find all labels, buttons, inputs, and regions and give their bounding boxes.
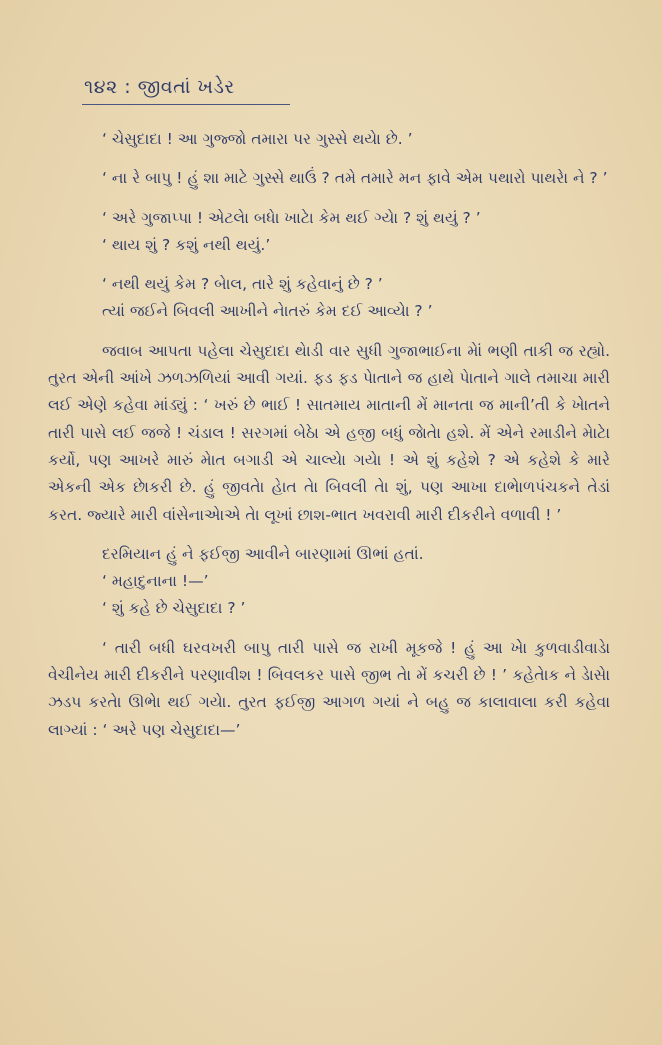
paragraph-5: ‘ નથી થયું કેમ ? બેાલ, તારે શું કહેવાનું છે ? ’ <box>102 275 383 294</box>
paragraph-11: ‘ તારી બધી ઘરવખરી બાપુ તારી પાસે જ રાખી મૂકજે ! હું આ ખેાે કુળવાડીવાડેા વેચીનેય મારી દીકરીને પરણાવીશ ! બિવલકર પાસે જીભ તેા મેં કચરી છે ! ’ કહેતેાક ને ડેાસેા ઝડપ કરતેા ઊભેા થઈ ગયેા. તુરત ફઈજી આગળ ગયાં ને બહુ જ કાલાવાલા કરી કહેવા લાગ્યાં : ‘ અરે પણ ચેસુદાદા—’ <box>48 638 610 739</box>
paragraph-4: ‘ થાય શું ? કશું નથી થયું.’ <box>102 235 271 254</box>
running-header: ૧૪૨ : જીવતાં ખડેર <box>84 76 235 98</box>
paragraph-10: ‘ શું કહે છે ચેસુદાદા ? ’ <box>102 599 246 618</box>
paragraph-8: દરમિયાન હું ને ફઈજી આવીને બારણામાં ઊભાં હતાં. <box>102 544 424 563</box>
paragraph-2: ‘ ના રે બાપુ ! હું શા માટે ગુસ્સે થાઉં ? તમે તમારે મન ફાવે એમ પથારો પાથરેા ને ? ’ <box>102 169 608 188</box>
paragraph-6: ત્યાં જઈને બિવલી આખીને નેાતરું કેમ દઈ આવ્યેા ? ’ <box>102 302 433 321</box>
header-underline <box>82 104 290 105</box>
page-body <box>48 126 610 744</box>
paragraph-3: ‘ અરે ગુજાપ્પા ! એટલેા બધેા ખાટેા કેમ થઈ ગ્યેા ? શું થયું ? ’ <box>102 208 481 227</box>
paragraph-1: ‘ ચેસુદાદા ! આ ગુજ્જો તમારા પર ગુસ્સે થયેા છે. ’ <box>102 130 413 148</box>
paragraph-9: ‘ મહાદુનાના !—’ <box>102 572 209 591</box>
paragraph-7: જવાબ આપતા પહેલા ચેસુદાદા થેાડી વાર સુધી ગુજાભાઈના મેાં ભણી તાકી જ રહ્યો. તુરત એની આંખે ઝળઝળિયાં આવી ગયાં. ફડ ફડ પેાતાને જ હાથે પેાતાને ગાલે તમાચા મારી લઈ એણે કહેવા માંડ્યું : ‘ ખરું છે ભાઈ ! સાતમાય માતાની મેં માનતા જ માની’તી કે ખેાતને તારી પાસે લઈ જજે ! ચંડાલ ! સરગમાં બેઠેા એ હજી બધું જેાતેા હશે. મેં એને રમાડીને મેાટેા કર્યો, પણ આખરે મારું મેાત બગાડી એ ચાલ્યેા ગયેા ! એ શું કહેશે ? એ કહેશે કે મારે એકની એક છેાકરી છે. હું જીવતેા હેાત તેા બિવલી તેા શું, પણ આખા દાભેાળપંચકને તેડાં કરત. જ્યારે મારી વાંસેનાએાએ તેા લૂખાં છાશ-ભાત ખવરાવી મારી દીકરીને વળાવી ! ’ <box>48 341 610 524</box>
